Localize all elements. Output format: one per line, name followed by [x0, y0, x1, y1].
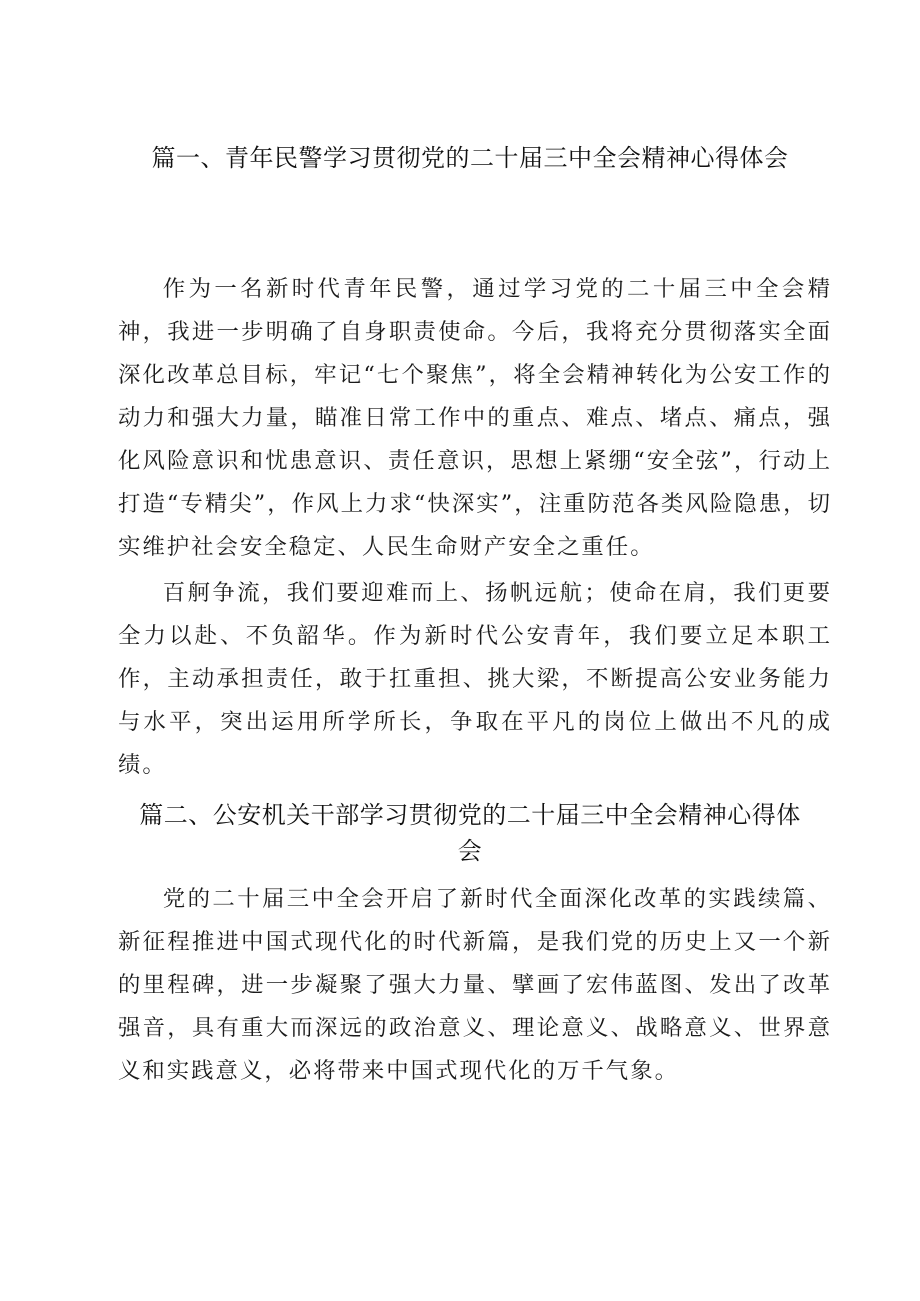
section-2-paragraph-1: 党的二十届三中全会开启了新时代全面深化改革的实践续篇、新征程推进中国式现代化的时代新篇，是我们党的历史上又一个新的里程碑，进一步凝聚了强大力量、擘画了宏伟蓝图、发出了改革强音，具有重大而深远的政治意义、理论意义、战略意义、世界意义和实践意义，必将带来中国式现代化的万千气象。 [118, 886, 832, 1084]
section-2-title: 篇二、公安机关干部学习贯彻党的二十届三中全会精神心得体会 [139, 801, 801, 865]
section-1-paragraph-1: 作为一名新时代青年民警，通过学习党的二十届三中全会精神，我进一步明确了自身职责使命。今后，我将充分贯彻落实全面深化改革总目标，牢记“七个聚焦”，将全会精神转化为公安工作的动力和强大力量，瞄准日常工作中的重点、难点、堵点、痛点，强化风险意识和忧患意识、责任意识，思想上紧绷“安全弦”，行动上打造“专精尖”，作风上力求“快深实”，注重防范各类风险隐患，切实维护社会安全稳定、人民生命财产安全之重任。 [118, 276, 832, 560]
section-1-paragraph-2: 百舸争流，我们要迎难而上、扬帆远航；使命在肩，我们更要全力以赴、不负韶华。作为新时代公安青年，我们要立足本职工作，主动承担责任，敢于扛重担、挑大梁，不断提高公安业务能力与水平，突出运用所学所长，争取在平凡的岗位上做出不凡的成绩。 [118, 580, 832, 778]
section-1-title: 篇一、青年民警学习贯彻党的二十届三中全会精神心得体会 [151, 144, 789, 172]
